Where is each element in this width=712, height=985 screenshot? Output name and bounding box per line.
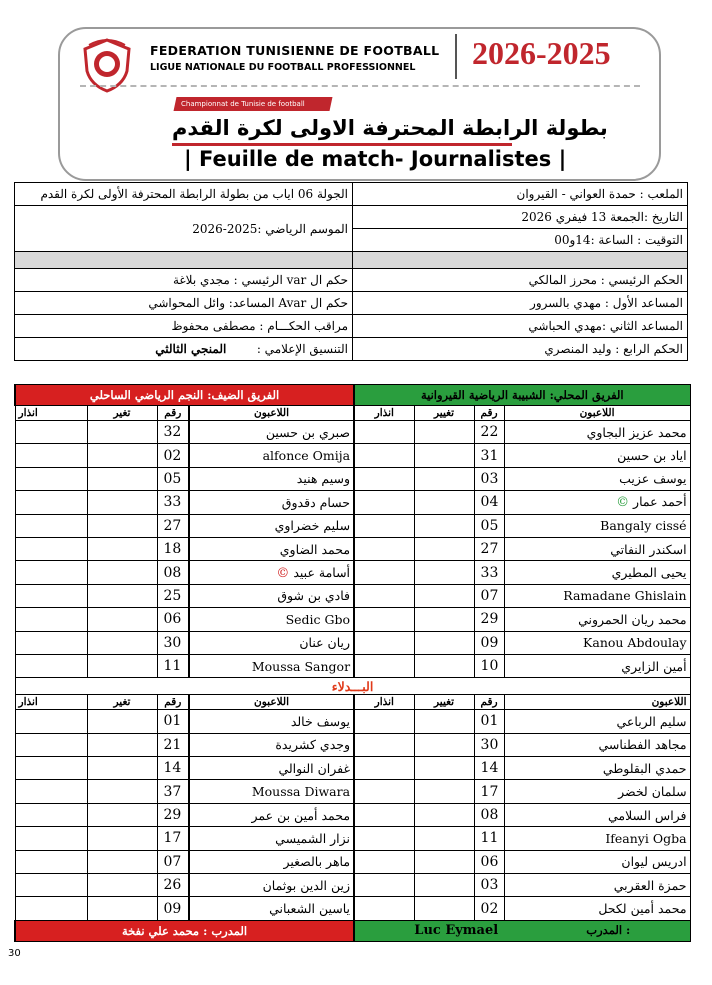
away-sub-cell	[87, 850, 157, 873]
home-warning-cell	[354, 608, 414, 631]
player-name-text: ادريس ليوان	[621, 854, 687, 870]
away-team-label: الفريق الضيف: النجم الرياضي الساحلي	[15, 385, 354, 406]
bench-label-row	[15, 678, 690, 695]
away-warning-cell	[15, 608, 87, 631]
home-player-number: 14	[474, 757, 504, 780]
player-name	[189, 757, 354, 780]
avar-referee: حكم ال Avar المساعد: وائل المحواشي	[15, 292, 353, 315]
away-warning-cell	[15, 631, 87, 654]
player-name-text: أسامة عبيد	[293, 564, 351, 580]
assistant-1: المساعد الأول : مهدي بالسرور	[353, 292, 688, 315]
away-player-number: 21	[157, 733, 189, 756]
away-player-number: 17	[157, 827, 189, 850]
home-col-sub: تغيير	[414, 695, 474, 710]
home-player-number: 33	[474, 561, 504, 584]
away-warning-cell	[15, 850, 87, 873]
home-col-num: رقم	[474, 695, 504, 710]
home-sub-cell	[414, 584, 474, 607]
round-info: الجولة 06 اياب من بطولة الرابطة المحترفة الأولى لكرة القدم	[15, 183, 353, 206]
away-sub-cell	[87, 561, 157, 584]
player-name	[504, 444, 690, 467]
away-player-number: 33	[157, 491, 189, 514]
away-player-number: 30	[157, 631, 189, 654]
player-name	[189, 631, 354, 654]
home-player-number: 11	[474, 827, 504, 850]
home-player-number: 03	[474, 874, 504, 897]
away-sub-cell	[87, 780, 157, 803]
home-sub-cell	[414, 444, 474, 467]
away-coach: المدرب : محمد علي نفخة	[15, 920, 354, 941]
player-name	[189, 467, 354, 490]
home-warning-cell	[354, 561, 414, 584]
home-sub-cell	[414, 631, 474, 654]
season-info: الموسم الرياضي :2025-2026	[15, 206, 353, 252]
home-warning-cell	[354, 780, 414, 803]
away-player-number: 06	[157, 608, 189, 631]
table-row	[15, 733, 690, 756]
player-name	[504, 467, 690, 490]
player-name-text: سليم خضراوي	[274, 518, 351, 534]
player-name	[504, 491, 690, 514]
player-name	[504, 514, 690, 537]
home-player-number: 10	[474, 654, 504, 677]
away-sub-cell	[87, 827, 157, 850]
home-player-number: 27	[474, 537, 504, 560]
season-title: 2026-2025	[472, 35, 611, 71]
player-name-text: يوسف خالد	[290, 713, 351, 729]
away-sub-cell	[87, 584, 157, 607]
main-referee: الحكم الرئيسي : محرز المالكي	[353, 269, 688, 292]
player-name	[504, 780, 690, 803]
home-player-number: 04	[474, 491, 504, 514]
home-sub-cell	[414, 827, 474, 850]
player-name-text: Bangaly cissé	[600, 518, 687, 534]
player-name-text: اسكندر النفاتي	[610, 541, 687, 557]
home-player-number: 29	[474, 608, 504, 631]
away-warning-cell	[15, 561, 87, 584]
player-name	[504, 874, 690, 897]
player-name-text: زين الدين بوثمان	[262, 877, 351, 893]
player-name-text: محمد أمين لكحل	[598, 901, 687, 917]
away-player-number: 05	[157, 467, 189, 490]
home-warning-cell	[354, 444, 414, 467]
table-row	[15, 514, 690, 537]
table-row	[15, 608, 690, 631]
player-name	[189, 710, 354, 733]
away-player-number: 08	[157, 561, 189, 584]
table-row	[15, 491, 690, 514]
player-name	[189, 444, 354, 467]
player-name-text: محمد ريان الحمروني	[578, 611, 687, 627]
player-name	[189, 654, 354, 677]
away-sub-cell	[87, 421, 157, 444]
fourth-referee: الحكم الرابع : وليد المنصري	[353, 338, 688, 361]
player-name-text: غفران النوالي	[278, 760, 351, 776]
player-name-text: صبري بن حسين	[265, 424, 351, 440]
away-warning-cell	[15, 827, 87, 850]
home-warning-cell	[354, 631, 414, 654]
away-warning-cell	[15, 537, 87, 560]
player-name	[504, 654, 690, 677]
player-name	[504, 421, 690, 444]
home-warning-cell	[354, 467, 414, 490]
away-warning-cell	[15, 491, 87, 514]
player-name	[504, 537, 690, 560]
federation-name: FEDERATION TUNISIENNE DE FOOTBALL	[150, 43, 440, 58]
home-sub-cell	[414, 537, 474, 560]
assistant-2: المساعد الثاني :مهدي الحباشي	[353, 315, 688, 338]
home-warning-cell	[354, 803, 414, 826]
player-name	[189, 827, 354, 850]
home-warning-cell	[354, 654, 414, 677]
time-info: التوقيت : الساعة :14و00	[353, 229, 688, 252]
home-player-number: 05	[474, 514, 504, 537]
home-player-number: 09	[474, 631, 504, 654]
home-sub-cell	[414, 874, 474, 897]
player-name	[504, 608, 690, 631]
away-player-number: 26	[157, 874, 189, 897]
away-sub-cell	[87, 631, 157, 654]
player-name	[189, 850, 354, 873]
away-sub-cell	[87, 491, 157, 514]
player-name	[189, 421, 354, 444]
away-sub-cell	[87, 608, 157, 631]
away-player-number: 07	[157, 850, 189, 873]
player-name-text: فراس السلامي	[607, 807, 687, 823]
home-warning-cell	[354, 491, 414, 514]
home-player-number: 02	[474, 897, 504, 920]
player-name-text: اياد بن حسين	[617, 448, 687, 464]
captain-icon: ©	[616, 495, 630, 511]
table-row	[15, 561, 690, 584]
home-coach: Luc Eymael المدرب :	[354, 920, 690, 941]
table-row	[15, 874, 690, 897]
table-row	[15, 584, 690, 607]
home-player-number: 06	[474, 850, 504, 873]
media-coordination: التنسيق الإعلامي : المنجي الثالثي	[15, 338, 353, 361]
player-name	[189, 780, 354, 803]
player-name-text: سلمان لخضر	[618, 784, 687, 800]
home-warning-cell	[354, 897, 414, 920]
player-name-text: Sedic Gbo	[285, 611, 351, 627]
player-name	[504, 631, 690, 654]
player-name	[504, 827, 690, 850]
home-sub-cell	[414, 467, 474, 490]
away-warning-cell	[15, 514, 87, 537]
match-info-table	[14, 182, 688, 361]
var-referee: حكم ال var الرئيسي : مجدي بلاغة	[15, 269, 353, 292]
away-player-number: 25	[157, 584, 189, 607]
player-name-text: يوسف عزيب	[619, 471, 687, 487]
player-name-text: حمدي البقلوطي	[602, 760, 687, 776]
player-name-text: حسام دقدوق	[281, 494, 351, 510]
home-player-number: 03	[474, 467, 504, 490]
away-player-number: 18	[157, 537, 189, 560]
home-player-number: 22	[474, 421, 504, 444]
player-name-text: ماهر بالصغير	[283, 854, 351, 870]
player-name	[504, 850, 690, 873]
coach-row	[15, 920, 690, 941]
table-row	[15, 897, 690, 920]
player-name	[189, 584, 354, 607]
player-name-text: حمزة العقربي	[613, 877, 687, 893]
player-name	[189, 733, 354, 756]
home-warning-cell	[354, 537, 414, 560]
away-sub-cell	[87, 897, 157, 920]
table-row	[15, 827, 690, 850]
table-row	[15, 421, 690, 444]
away-player-number: 37	[157, 780, 189, 803]
away-warning-cell	[15, 874, 87, 897]
home-warning-cell	[354, 757, 414, 780]
home-warning-cell	[354, 733, 414, 756]
player-name	[504, 757, 690, 780]
player-name-text: مجاهد الفطناسي	[598, 737, 687, 753]
player-name	[504, 561, 690, 584]
player-name	[504, 584, 690, 607]
venue-info: الملعب : حمدة العواني - القيروان	[353, 183, 688, 206]
table-row	[15, 631, 690, 654]
captain-icon: ©	[276, 565, 290, 581]
player-name-text: وجدي كشريدة	[275, 737, 351, 753]
player-name-text: ياسين الشعباني	[269, 901, 351, 917]
away-warning-cell	[15, 584, 87, 607]
referee-observer: مراقب الحكـــام : مصطفى محفوظ	[15, 315, 353, 338]
player-name-text: محمد الضاوي	[279, 541, 351, 557]
player-name	[189, 897, 354, 920]
away-warning-cell	[15, 710, 87, 733]
championship-tag: Championnat de Tunisie de football	[174, 97, 333, 111]
home-team-label: الفريق المحلي: الشبيبة الرياضية القيروانية	[354, 385, 690, 406]
home-col-warn: انذار	[354, 695, 414, 710]
player-name-text: سليم الرباعي	[616, 713, 687, 729]
player-name-text: Kanou Abdoulay	[583, 635, 687, 651]
player-name-text: أحمد عمار	[633, 494, 687, 510]
away-warning-cell	[15, 444, 87, 467]
player-name	[189, 514, 354, 537]
home-player-number: 07	[474, 584, 504, 607]
home-player-number: 01	[474, 710, 504, 733]
feuille-title: | Feuille de match- Journalistes |	[184, 147, 567, 171]
date-info: التاريخ :الجمعة 13 فيفري 2026	[353, 206, 688, 229]
home-sub-cell	[414, 803, 474, 826]
home-warning-cell	[354, 850, 414, 873]
away-warning-cell	[15, 757, 87, 780]
home-sub-cell	[414, 733, 474, 756]
away-warning-cell	[15, 733, 87, 756]
away-sub-cell	[87, 514, 157, 537]
home-sub-cell	[414, 897, 474, 920]
away-warning-cell	[15, 780, 87, 803]
home-warning-cell	[354, 421, 414, 444]
away-player-number: 01	[157, 710, 189, 733]
player-name-text: أمين الزايري	[621, 658, 687, 674]
lineups-table: الفريق الضيف: النجم الرياضي الساحلي الفريق المحلي: الشبيبة الرياضية القيروانية انذار تغير رقم اللاعبون انذار تغيير رقم اللاعبون 32 صبري بن حسين 22 محمد عزيز البجاوي 02 alfonce Omija 31 اياد بن حسين 05 وسيم هنيد 03 يوسف عزيب 33 حسام دقدوق 04 أحمد عمار © 27 سليم خضراوي 05 Bangaly cissé 18 محمد الضاوي 27 اسكندر النفاتي 08 أسامة عبيد © 33 يحيى المطيري 25 فادي بن شوق 07 Ramadane Ghislain 06 Sedic Gbo 29 محمد ريان الحمروني 30 ريان عنان 09 Kanou Abdoulay 11 Moussa Sangor 10 أمين الزايري البـــدلاء انذار تغير رقم اللاعبون انذار تغيير رقم اللاعبون 01 يوسف خالد 01 سليم الرباعي 21 وجدي كشريدة 30 مجاهد الفطناسي 14 غفران النوالي 14 حمدي البقلوطي 37 Moussa Diwara 17 سلمان لخضر 29 محمد أمين بن عمر 08 فراس السلامي 17 نزار الشميسي 11 Ifeanyi Ogba 07 ماهر بالصغير 06 ادريس ليوان 26 زين الدين بوثمان 03 حمزة العقربي 09 ياسين الشعباني 02 محمد أمين لكحل المدرب : محمد علي نفخة Luc Eymael المدرب :	[14, 384, 691, 942]
ligue-name: LIGUE NATIONALE DU FOOTBALL PROFESSIONNEL	[150, 62, 416, 73]
player-name	[189, 874, 354, 897]
away-player-number: 11	[157, 654, 189, 677]
home-sub-cell	[414, 514, 474, 537]
player-name	[504, 803, 690, 826]
player-name	[504, 733, 690, 756]
player-name	[189, 608, 354, 631]
home-sub-cell	[414, 710, 474, 733]
home-sub-cell	[414, 757, 474, 780]
away-sub-cell	[87, 874, 157, 897]
away-sub-cell	[87, 537, 157, 560]
player-name-text: محمد عزيز البجاوي	[586, 424, 687, 440]
player-name-text: وسيم هنيد	[296, 471, 351, 487]
home-sub-cell	[414, 850, 474, 873]
player-name-text: ريان عنان	[299, 635, 351, 651]
page-number: 30	[8, 948, 21, 959]
home-warning-cell	[354, 514, 414, 537]
home-sub-cell	[414, 608, 474, 631]
away-player-number: 14	[157, 757, 189, 780]
away-col-num: رقم	[157, 695, 189, 710]
table-row	[15, 757, 690, 780]
table-row	[15, 467, 690, 490]
away-player-number: 29	[157, 803, 189, 826]
player-name-text: يحيى المطيري	[611, 565, 687, 581]
player-name-text: Ramadane Ghislain	[563, 588, 687, 604]
table-row	[15, 654, 690, 677]
away-col-sub: تغير	[87, 695, 157, 710]
table-row	[15, 850, 690, 873]
away-col-players: اللاعبون	[189, 695, 354, 710]
player-name-text: نزار الشميسي	[275, 830, 351, 846]
player-name-text: فادي بن شوق	[277, 588, 351, 604]
away-sub-cell	[87, 710, 157, 733]
player-name-text: محمد أمين بن عمر	[251, 807, 351, 823]
away-warning-cell	[15, 897, 87, 920]
away-player-number: 02	[157, 444, 189, 467]
championship-title: بطولة الرابطة المحترفة الاولى لكرة القدم	[172, 113, 512, 146]
away-sub-cell	[87, 803, 157, 826]
away-sub-cell	[87, 654, 157, 677]
home-warning-cell	[354, 584, 414, 607]
home-sub-cell	[414, 561, 474, 584]
away-sub-cell	[87, 733, 157, 756]
home-col-players: اللاعبون	[504, 695, 690, 710]
away-warning-cell	[15, 421, 87, 444]
home-player-number: 08	[474, 803, 504, 826]
player-name-text: Moussa Diwara	[251, 784, 351, 800]
home-player-number: 30	[474, 733, 504, 756]
home-sub-cell	[414, 421, 474, 444]
away-player-number: 27	[157, 514, 189, 537]
table-row	[15, 710, 690, 733]
home-player-number: 31	[474, 444, 504, 467]
divider	[455, 34, 457, 79]
table-row	[15, 780, 690, 803]
bench-label: البـــدلاء	[15, 678, 690, 695]
home-warning-cell	[354, 710, 414, 733]
away-warning-cell	[15, 803, 87, 826]
player-name	[189, 491, 354, 514]
away-sub-cell	[87, 467, 157, 490]
home-warning-cell	[354, 827, 414, 850]
away-player-number: 32	[157, 421, 189, 444]
dashed-divider	[80, 85, 640, 87]
player-name-text: Ifeanyi Ogba	[605, 830, 687, 846]
away-warning-cell	[15, 654, 87, 677]
table-row	[15, 803, 690, 826]
header-box	[58, 27, 661, 181]
home-warning-cell	[354, 874, 414, 897]
home-sub-cell	[414, 780, 474, 803]
away-col-warn: انذار	[15, 695, 87, 710]
table-row	[15, 537, 690, 560]
player-name	[189, 803, 354, 826]
player-name	[504, 710, 690, 733]
player-name	[189, 561, 354, 584]
away-player-number: 09	[157, 897, 189, 920]
away-sub-cell	[87, 444, 157, 467]
player-name-text: alfonce Omija	[262, 448, 351, 464]
home-sub-cell	[414, 654, 474, 677]
home-player-number: 17	[474, 780, 504, 803]
player-name	[504, 897, 690, 920]
away-warning-cell	[15, 467, 87, 490]
home-sub-cell	[414, 491, 474, 514]
player-name	[189, 537, 354, 560]
player-name-text: Moussa Sangor	[251, 658, 351, 674]
away-sub-cell	[87, 757, 157, 780]
table-row	[15, 444, 690, 467]
